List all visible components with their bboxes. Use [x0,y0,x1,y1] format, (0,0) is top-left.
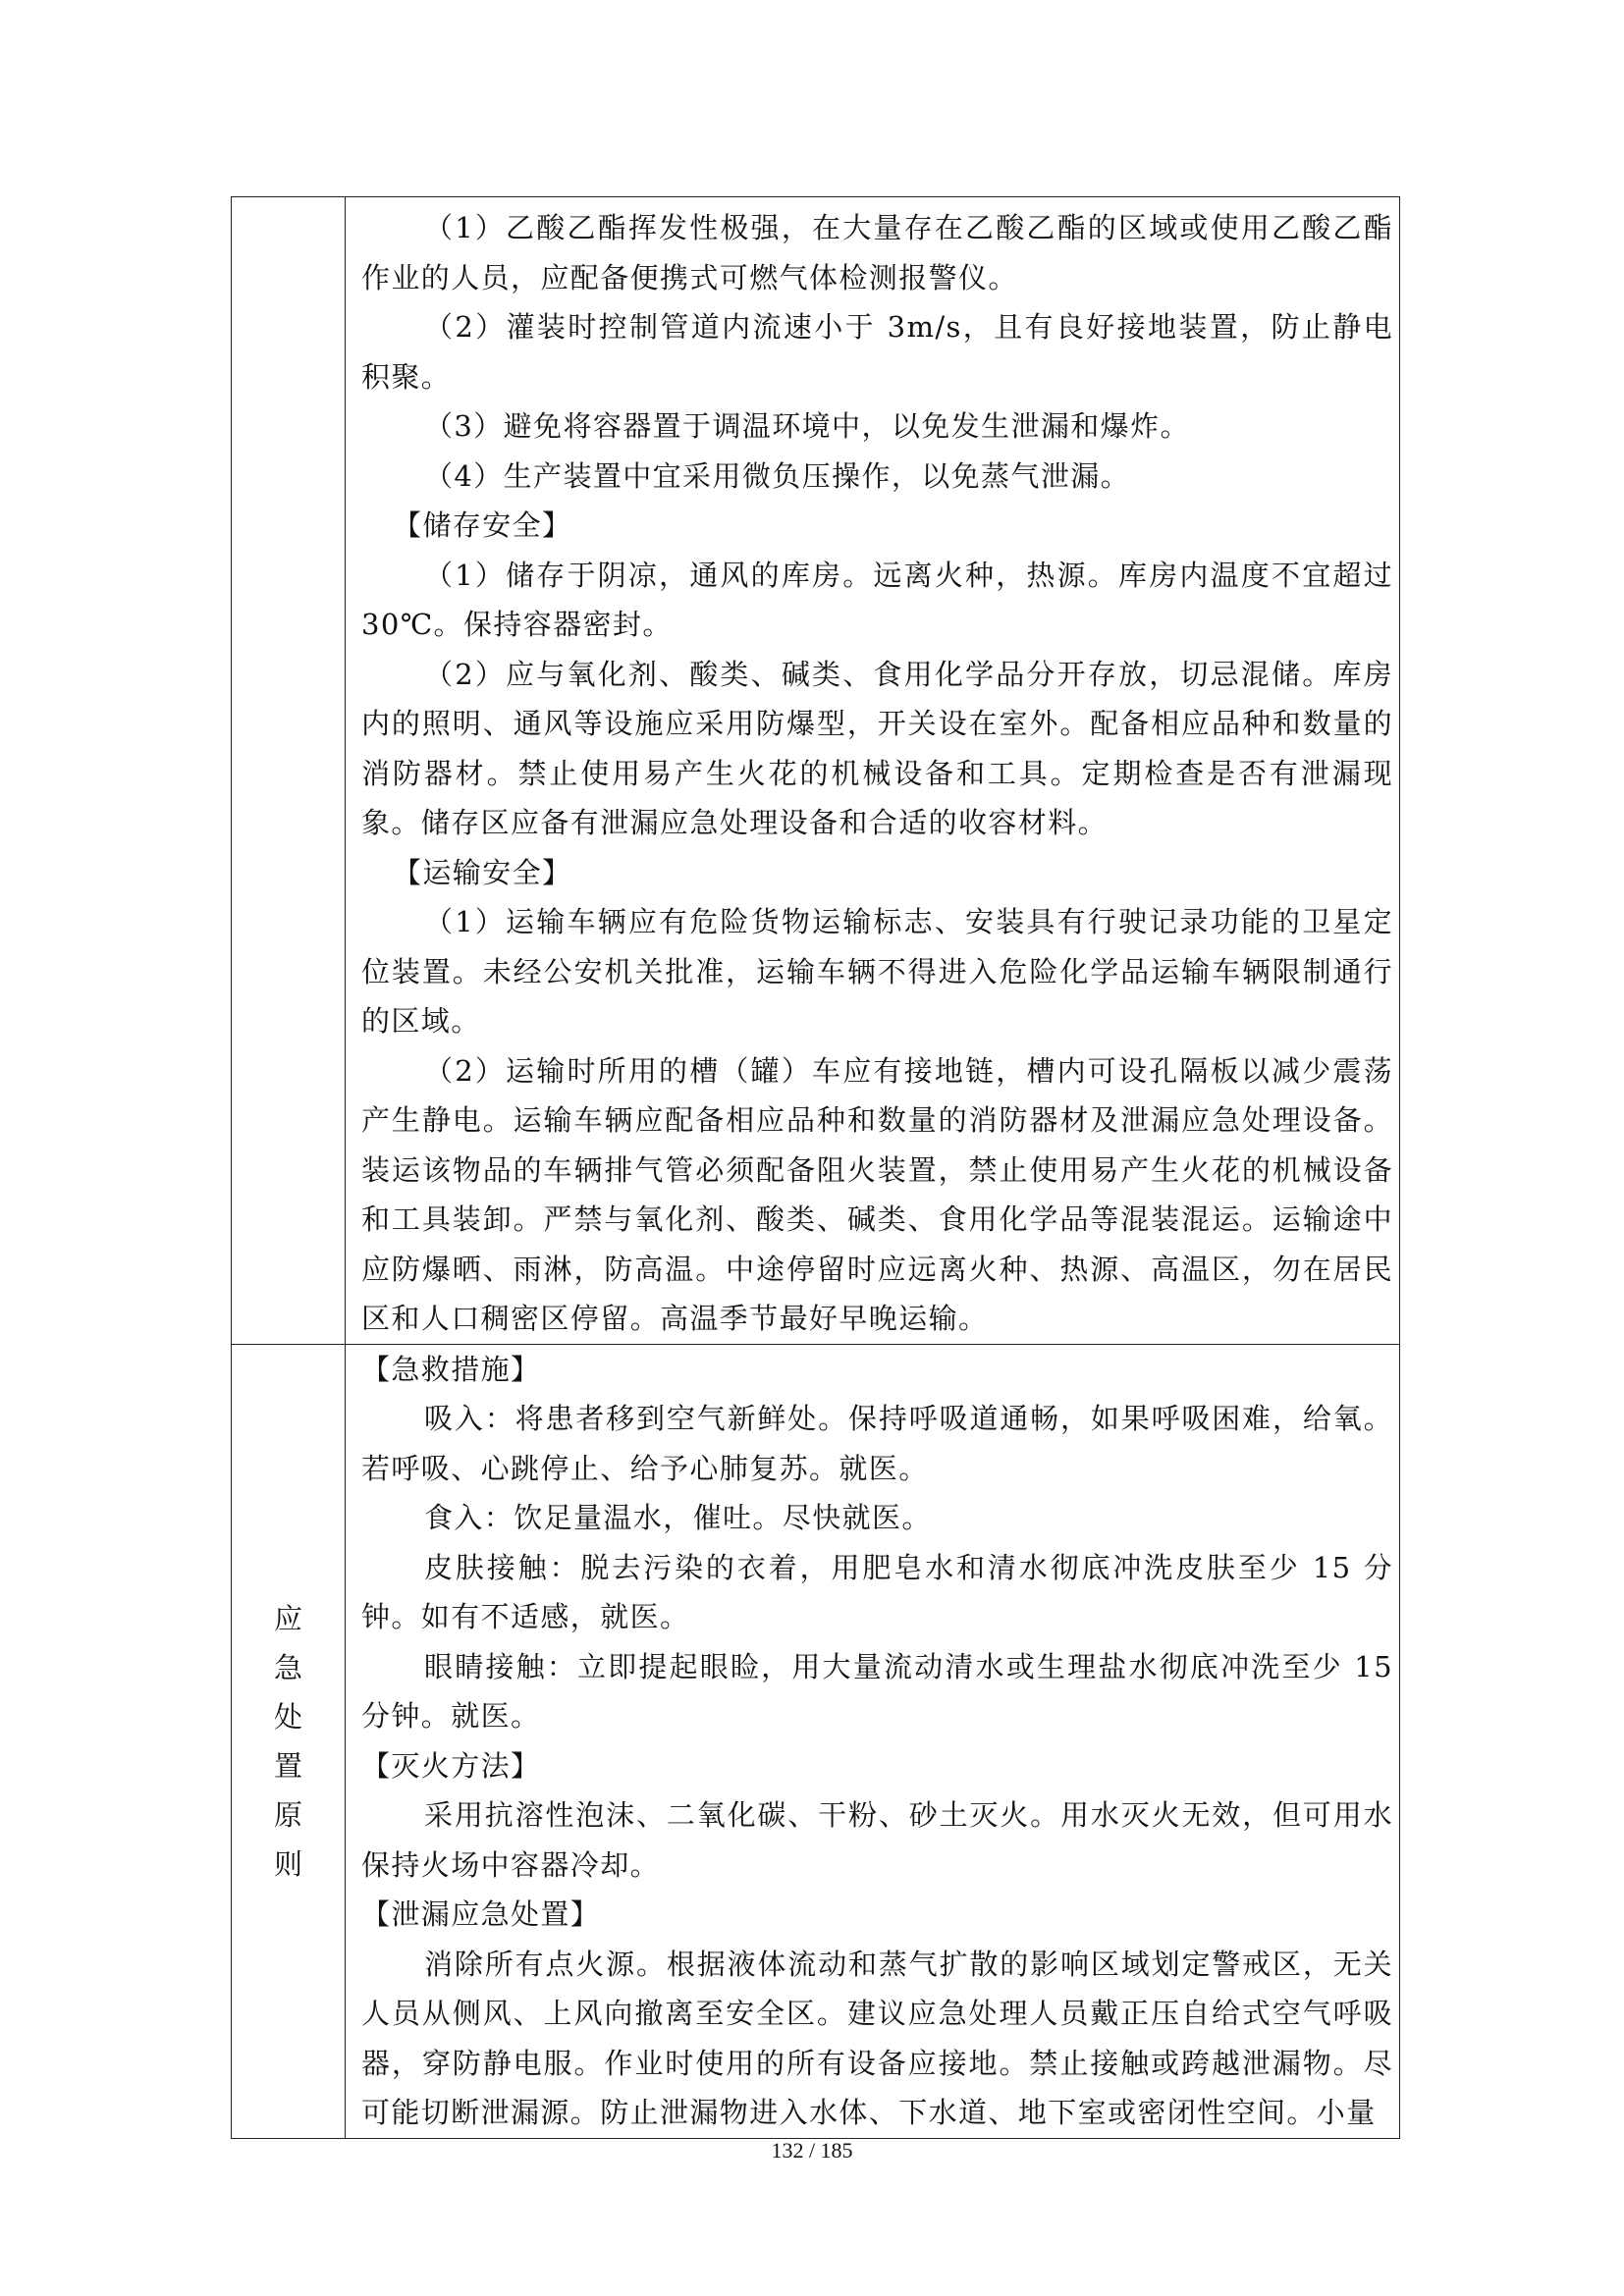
paragraph-spill-response: 消除所有点火源。根据液体流动和蒸气扩散的影响区域划定警戒区，无关人员从侧风、上风向撤离至安全区。建议应急处理人员戴正压自给式空气呼吸器，穿防静电服。作业时使用的所有设备应接地。禁止接触或跨越泄漏物。尽可能切断泄漏源。防止泄漏物进入水体、下水道、地下室或密闭性空间。小量 [361,1947,1393,2129]
paragraph-transport-2: （2）运输时所用的槽（罐）车应有接地链，槽内可设孔隔板以减少震荡产生静电。运输车辆应配备相应品种和数量的消防器材及泄漏应急处理设备。装运该物品的车辆排气管必须配备阻火装置，禁止使用易产生火花的机械设备和工具装卸。严禁与氧化剂、酸类、碱类、食用化学品等混装混运。运输途中应防爆晒、雨淋，防高温。中途停留时应远离火种、热源、高温区，勿在居民区和人口稠密区停留。高温季节最好早晚运输。 [361,1053,1393,1335]
content-table [231,196,1400,2139]
label-char: 原 [273,1797,302,1832]
label-char: 应 [273,1601,302,1635]
paragraph-storage-2: （2）应与氧化剂、酸类、碱类、食用化学品分开存放，切忌混储。库房内的照明、通风等设施应采用防爆型，开关设在室外。配备相应品种和数量的消防器材。禁止使用易产生火花的机械设备和工具。定期检查是否有泄漏现象。储存区应备有泄漏应急处理设备和合适的收容材料。 [361,657,1393,839]
paragraph-operation-2: （2）灌装时控制管道内流速小于 3m/s，且有良好接地装置，防止静电积聚。 [361,310,1393,394]
paragraph-first-aid-ingestion: 食入：饮足量温水，催吐。尽快就医。 [424,1501,932,1534]
paragraph-first-aid-eyes: 眼睛接触：立即提起眼睑，用大量流动清水或生理盐水彻底冲洗至少 15 分钟。就医。 [361,1649,1393,1733]
paragraph-transport-1: （1）运输车辆应有危险货物运输标志、安装具有行驶记录功能的卫星定位装置。未经公安机关批准，运输车辆不得进入危险化学品运输车辆限制通行的区域。 [361,905,1393,1038]
table-row-emergency [232,1344,1400,2138]
row-content-cell [346,1344,1400,2138]
page-number: 132 / 185 [771,2138,853,2163]
paragraph-operation-1: （1）乙酸乙酯挥发性极强，在大量存在乙酸乙酯的区域或使用乙酸乙酯作业的人员，应配备便携式可燃气体检测报警仪。 [361,211,1393,294]
paragraph-first-aid-skin: 皮肤接触：脱去污染的衣着，用肥皂水和清水彻底冲洗皮肤至少 15 分钟。如有不适感，就医。 [361,1550,1393,1633]
section-heading-firefighting: 【灭火方法】 [361,1748,541,1783]
paragraph-firefighting: 采用抗溶性泡沫、二氧化碳、干粉、砂土灭火。用水灭火无效，但可用水保持火场中容器冷却。 [361,1798,1393,1882]
label-char: 处 [273,1699,302,1734]
label-char: 急 [273,1650,302,1684]
paragraph-first-aid-inhalation: 吸入：将患者移到空气新鲜处。保持呼吸道通畅，如果呼吸困难，给氧。若呼吸、心跳停止、给予心肺复苏。就医。 [361,1402,1393,1485]
section-heading-first-aid: 【急救措施】 [361,1352,541,1386]
paragraph-storage-1: （1）储存于阴凉，通风的库房。远离火种，热源。库房内温度不宜超过 30℃。保持容器密封。 [361,558,1393,641]
table-row-storage-transport [232,197,1400,1345]
row-label-emergency-principles [232,1344,346,2138]
label-char: 置 [273,1748,302,1783]
section-heading-spill: 【泄漏应急处置】 [361,1897,601,1931]
row-content-cell [346,197,1400,1345]
paragraph-operation-4: （4）生产装置中宜采用微负压操作，以免蒸气泄漏。 [424,458,1131,493]
section-heading-storage: 【储存安全】 [393,508,572,542]
row-label-cell-empty [232,197,346,1345]
label-char: 则 [273,1846,302,1881]
paragraph-operation-3: （3）避免将容器置于调温环境中，以免发生泄漏和爆炸。 [424,409,1190,443]
vertical-label [232,1594,345,1889]
section-heading-transport: 【运输安全】 [393,855,572,889]
